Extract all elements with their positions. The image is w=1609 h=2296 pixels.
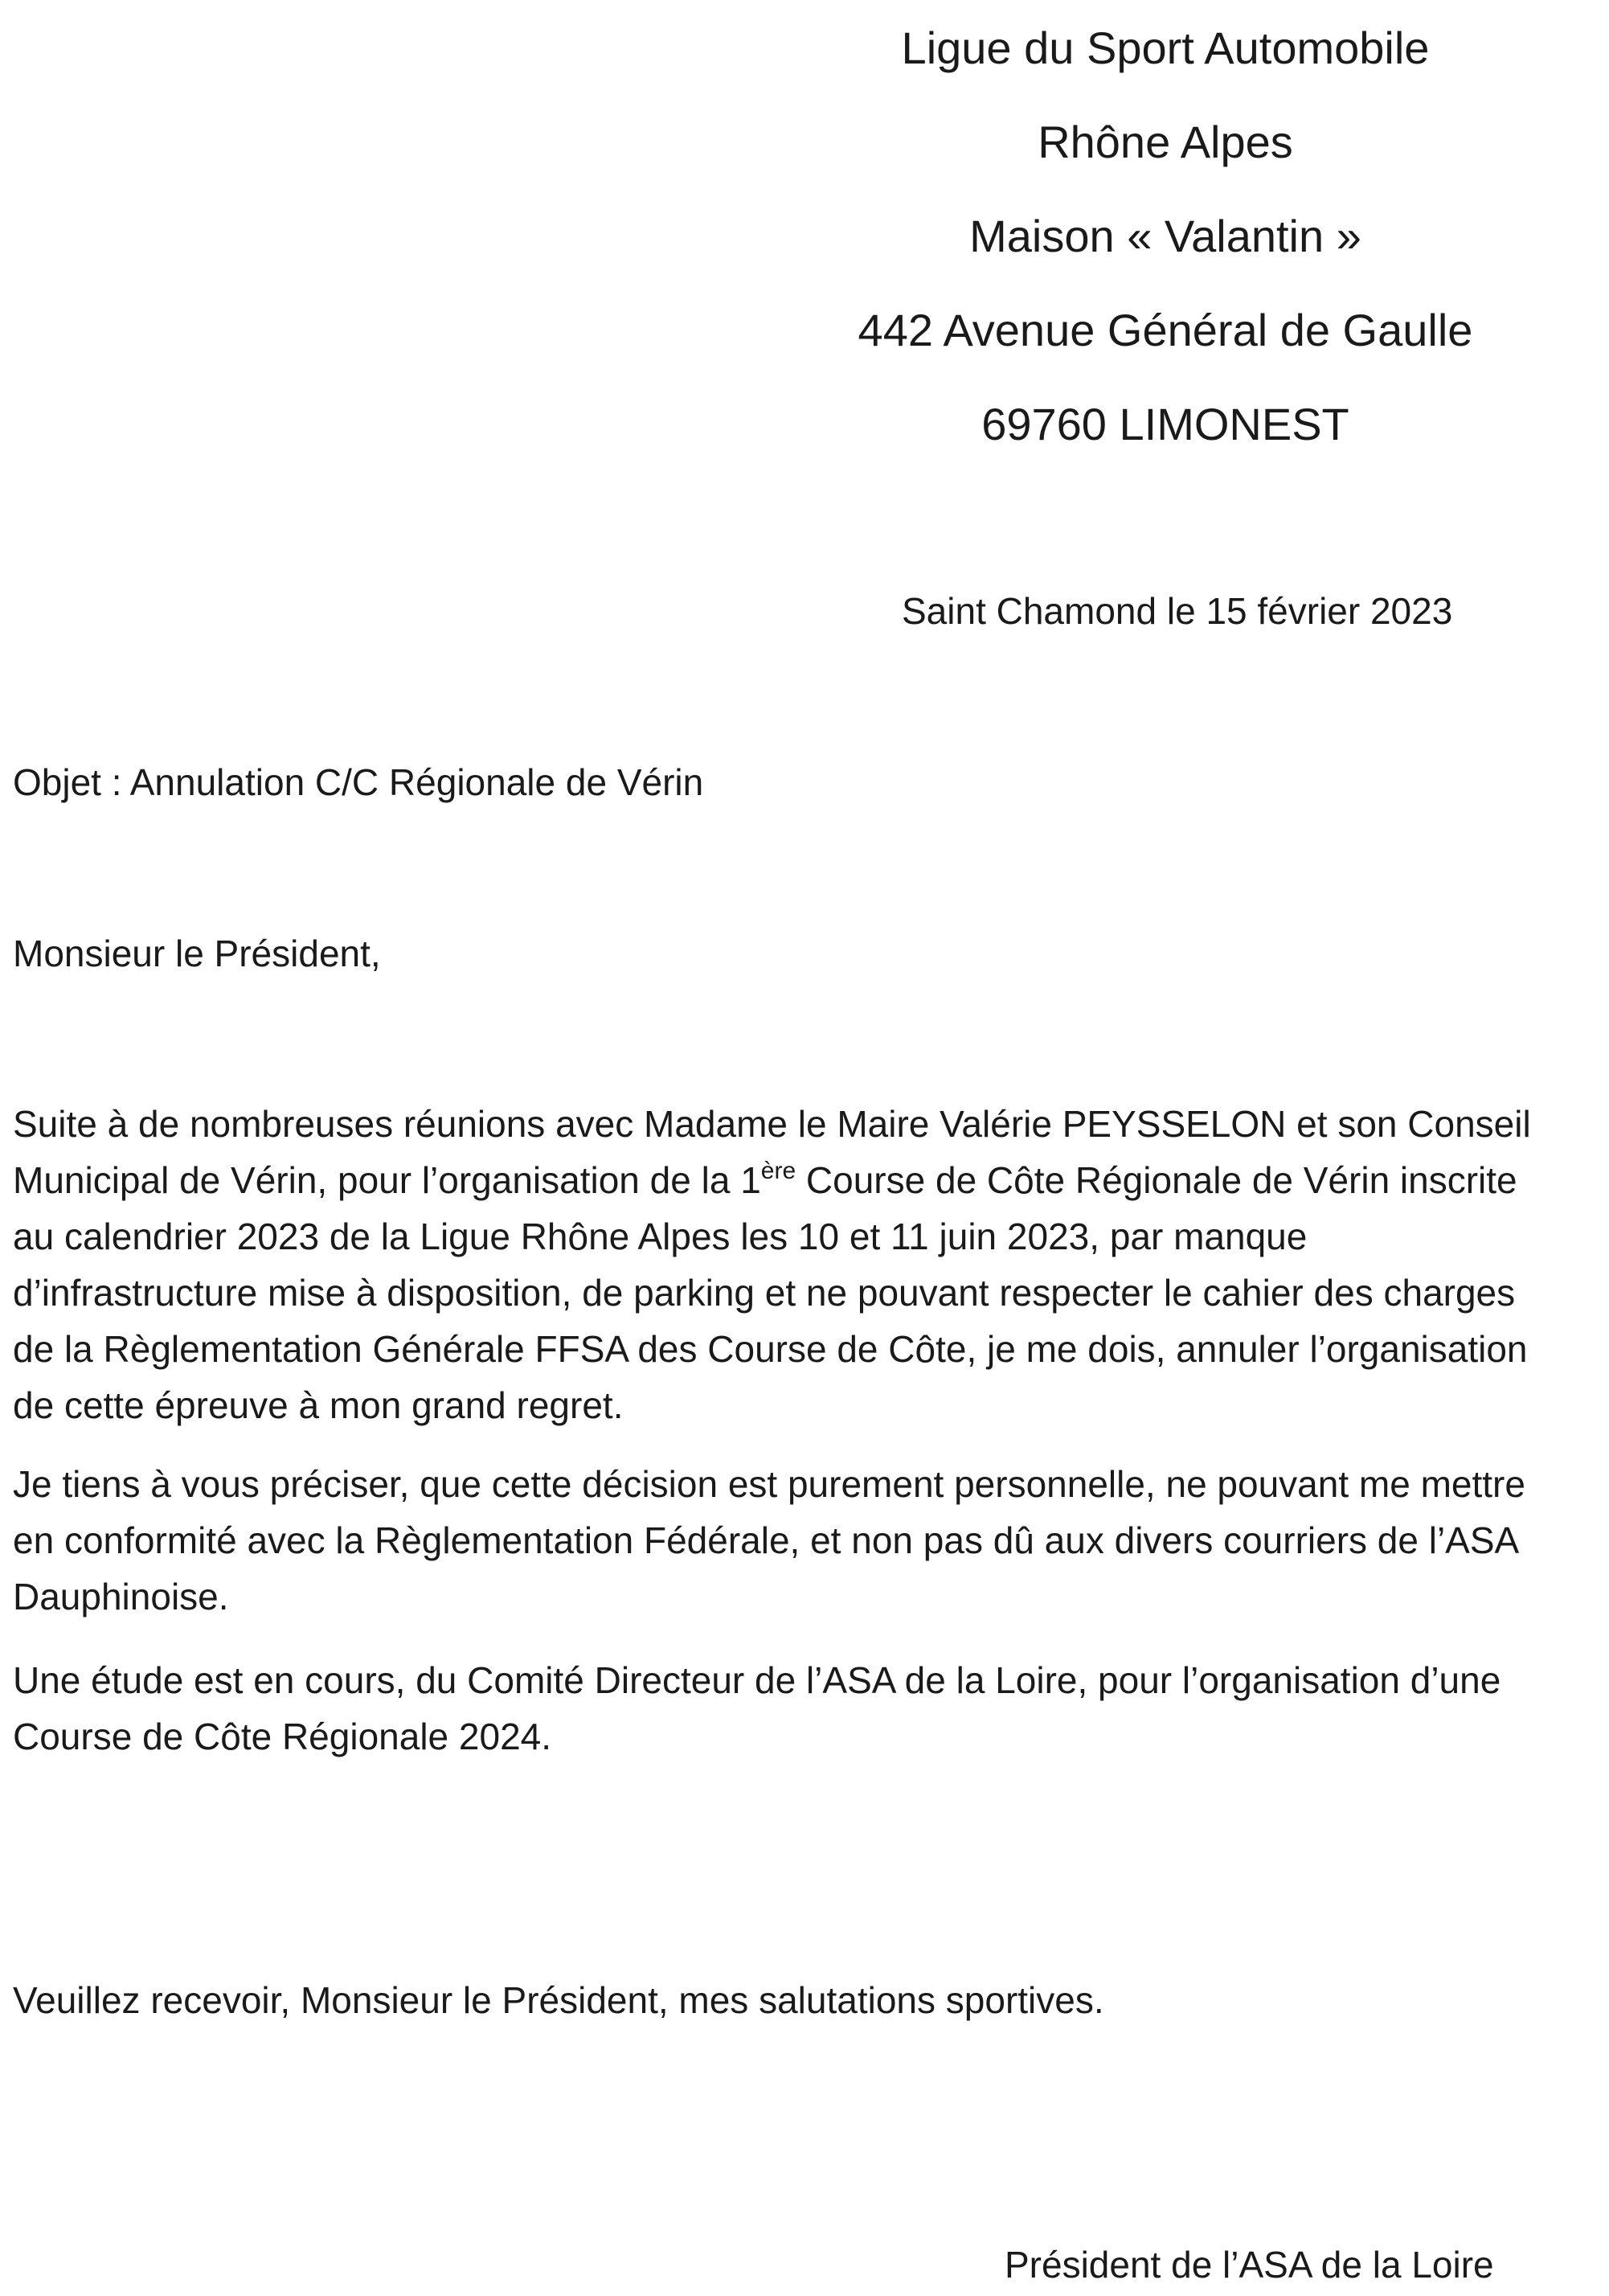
paragraph-1-line-4: d’infrastructure mise à disposition, de parking et ne pouvant respecter le cahier des charges bbox=[13, 1272, 1516, 1314]
recipient-line-1: Ligue du Sport Automobile bbox=[901, 23, 1430, 73]
recipient-line-3: Maison « Valantin » bbox=[969, 211, 1361, 261]
signature-title: Président de l’ASA de la Loire bbox=[1005, 2244, 1494, 2286]
letter-subject: Objet : Annulation C/C Régionale de Vérin bbox=[13, 761, 704, 803]
paragraph-1-line-2 bbox=[13, 1152, 1604, 1208]
paragraph-3-line-2: Course de Côte Régionale 2024. bbox=[13, 1716, 552, 1757]
paragraph-3 bbox=[13, 1652, 1604, 1765]
paragraph-1-line-2-start: Municipal de Vérin, pour l’organisation de la 1 bbox=[13, 1159, 761, 1201]
letter-salutation: Monsieur le Président, bbox=[13, 933, 381, 974]
paragraph-3-line-1: Une étude est en cours, du Comité Directeur de l’ASA de la Loire, pour l’organisation d’une bbox=[13, 1659, 1501, 1701]
letter-closing: Veuillez recevoir, Monsieur le Président, mes salutations sportives. bbox=[13, 1979, 1104, 2021]
recipient-line-4: 442 Avenue Général de Gaulle bbox=[858, 305, 1473, 355]
paragraph-2-line-2: en conformité avec la Règlementation Fédérale, et non pas dû aux divers courriers de l’ASA bbox=[13, 1519, 1520, 1561]
paragraph-1-line-5: de la Règlementation Générale FFSA des Course de Côte, je me dois, annuler l’organisation bbox=[13, 1328, 1528, 1370]
paragraph-1-line-6: de cette épreuve à mon grand regret. bbox=[13, 1384, 624, 1426]
paragraph-2 bbox=[13, 1456, 1604, 1625]
ordinal-superscript: ère bbox=[760, 1158, 796, 1184]
paragraph-1 bbox=[13, 1096, 1604, 1433]
paragraph-1-line-1: Suite à de nombreuses réunions avec Madame le Maire Valérie PEYSSELON et son Conseil bbox=[13, 1103, 1531, 1145]
recipient-line-5: 69760 LIMONEST bbox=[981, 399, 1349, 449]
letter-date: Saint Chamond le 15 février 2023 bbox=[902, 590, 1453, 632]
paragraph-1-line-2-end: Course de Côte Régionale de Vérin inscrite bbox=[796, 1159, 1517, 1201]
paragraph-2-line-3: Dauphinoise. bbox=[13, 1576, 229, 1617]
paragraph-2-line-1: Je tiens à vous préciser, que cette décision est purement personnelle, ne pouvant me mettre bbox=[13, 1463, 1525, 1505]
recipient-line-2: Rhône Alpes bbox=[1038, 117, 1293, 167]
paragraph-1-line-3: au calendrier 2023 de la Ligue Rhône Alpes les 10 et 11 juin 2023, par manque bbox=[13, 1216, 1308, 1257]
